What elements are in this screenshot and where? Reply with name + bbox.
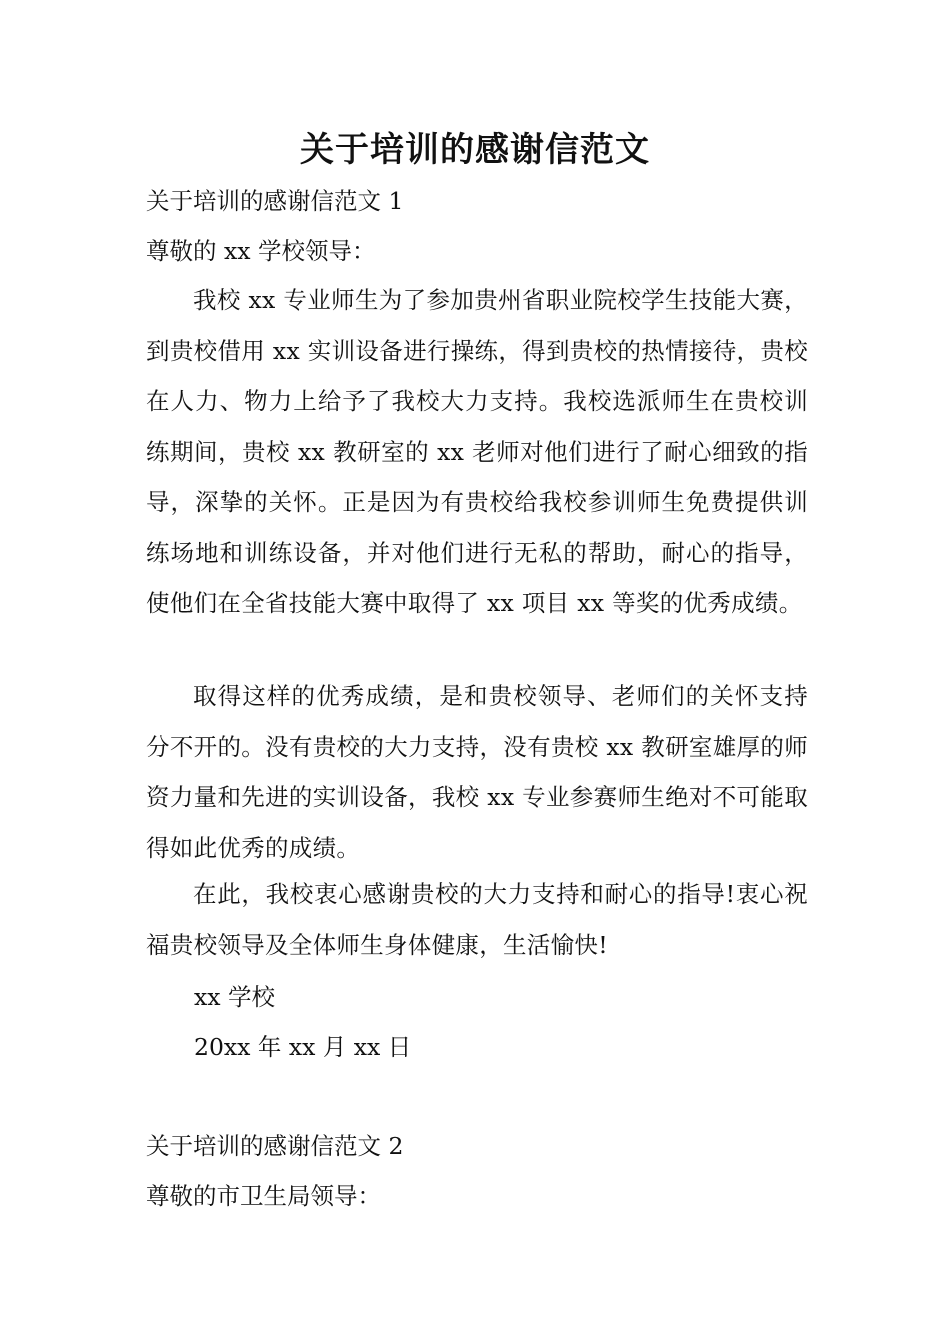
letter1-paragraph-2: 取得这样的优秀成绩，是和贵校领导、老师们的关怀支持分不开的。没有贵校的大力支持，没有贵校 xx 教研室雄厚的师资力量和先进的实训设备，我校 xx 专业参赛师生绝对不可能取得如此优秀的成绩。	[146, 682, 808, 862]
document-title: 关于培训的感谢信范文	[300, 130, 650, 170]
letter2-heading: 关于培训的感谢信范文 2	[146, 1132, 404, 1160]
letter1-heading: 关于培训的感谢信范文 1	[146, 187, 404, 215]
letter2-salutation: 尊敬的市卫生局领导：	[146, 1182, 381, 1210]
letter1-paragraph-1: 我校 xx 专业师生为了参加贵州省职业院校学生技能大赛，到贵校借用 xx 实训设备进行操练，得到贵校的热情接待，贵校在人力、物力上给予了我校大力支持。我校选派师生在贵校训练期间，贵校 xx 教研室的 xx 老师对他们进行了耐心细致的指导，深挚的关怀。正是因为有贵校给我校参训师生免费提供训练场地和训练设备，并对他们进行无私的帮助，耐心的指导，使他们在全省技能大赛中取得了 xx 项目 xx 等奖的优秀成绩。	[146, 286, 808, 617]
letter1-salutation: 尊敬的 xx 学校领导：	[146, 237, 376, 265]
letter1-signature: xx 学校	[194, 983, 275, 1011]
letter1-date: 20xx 年 xx 月 xx 日	[194, 1033, 412, 1061]
letter1-paragraph-3: 在此，我校衷心感谢贵校的大力支持和耐心的指导!衷心祝福贵校领导及全体师生身体健康，生活愉快!	[146, 880, 808, 959]
